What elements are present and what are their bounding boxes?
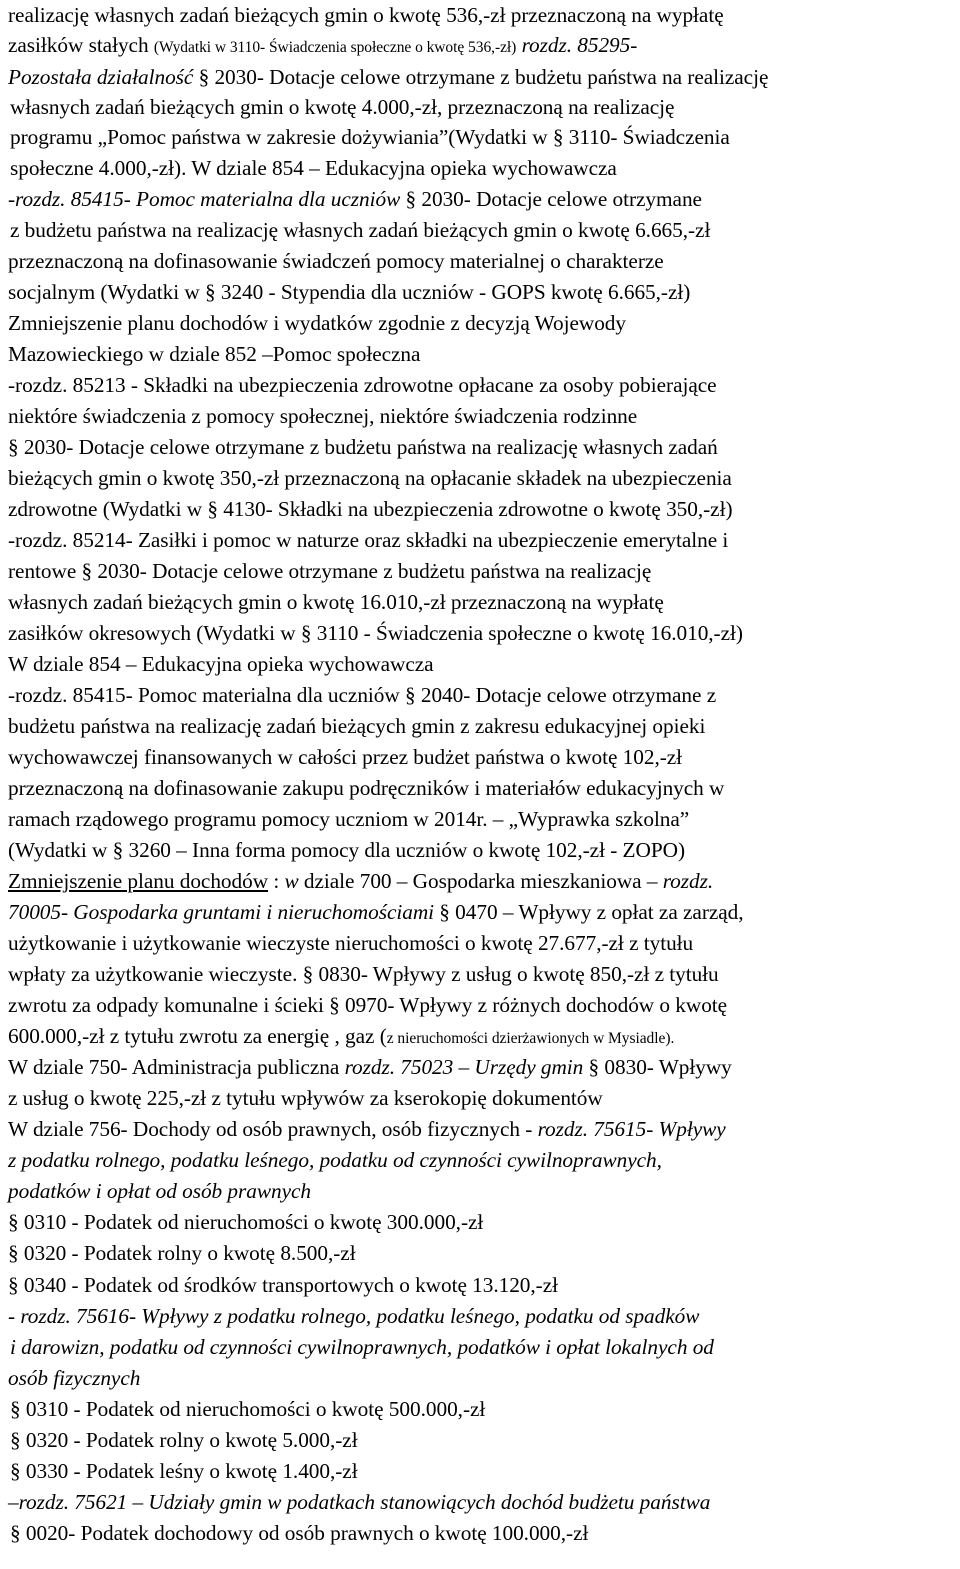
text-line xyxy=(8,1301,699,1331)
text-line xyxy=(8,1207,483,1237)
body-text: - xyxy=(8,187,16,211)
body-text: § 0310 - Podatek od nieruchomości o kwotę 500.000,-zł xyxy=(10,1397,486,1421)
text-line xyxy=(10,1425,358,1455)
italic-text: rozdz. xyxy=(662,869,714,893)
text-line xyxy=(10,1394,485,1424)
text-line xyxy=(8,0,724,30)
text-line xyxy=(8,959,719,989)
body-text: własnych zadań bieżących gmin o kwotę 4.000,-zł, przeznaczoną na realizację xyxy=(10,95,675,119)
text-line xyxy=(8,432,718,462)
italic-text: rozdz. 85295- xyxy=(521,33,638,57)
text-line xyxy=(8,649,434,679)
body-text: z budżetu państwa na realizację własnych zadań bieżących gmin o kwotę 6.665,-zł xyxy=(10,218,711,242)
italic-text: rozdz. 75615- Wpływy xyxy=(537,1117,726,1141)
text-line xyxy=(8,1487,710,1517)
body-text: W dziale 854 – Edukacyjna opieka wychowawcza xyxy=(8,652,434,676)
text-line xyxy=(8,1270,558,1300)
body-text: § 0330 - Podatek leśny o kwotę 1.400,-zł xyxy=(10,1459,358,1483)
body-text: zasiłków stałych xyxy=(8,33,154,57)
text-line xyxy=(8,742,682,772)
italic-text: rozdz. 75616- Wpływy z podatku rolnego, podatku leśnego, podatku od spadków xyxy=(20,1304,700,1328)
body-text: W dziale 756- Dochody od osób prawnych, osób fizycznych - xyxy=(8,1117,538,1141)
text-line xyxy=(10,153,617,183)
body-text: -rozdz. 85214- Zasiłki i pomoc w naturze oraz składki na ubezpieczenie emerytalne i xyxy=(8,528,729,552)
body-text: § 2030- Dotacje celowe otrzymane z budżetu państwa na realizację własnych zadań xyxy=(8,435,718,459)
body-text: ramach rządowego programu pomocy uczniom w 2014r. – „Wyprawka szkolna” xyxy=(8,807,690,831)
body-text: z usług o kwotę 225,-zł z tytułu wpływów za kserokopię dokumentów xyxy=(8,1086,603,1110)
text-line xyxy=(8,308,626,338)
text-line xyxy=(8,1363,140,1393)
body-text: zwrotu za odpady komunalne i ścieki § 0970- Wpływy z różnych dochodów o kwotę xyxy=(8,993,728,1017)
body-text: przeznaczoną na dofinasowanie zakupu podręczników i materiałów edukacyjnych w xyxy=(8,776,725,800)
body-text: § 0830- Wpływy xyxy=(583,1055,732,1079)
underlined-text: Zmniejszenie planu dochodów xyxy=(8,869,269,893)
text-line xyxy=(8,339,420,369)
body-text: realizację własnych zadań bieżących gmin o kwotę 536,-zł przeznaczoną na wypłatę xyxy=(8,3,724,27)
body-text: Zmniejszenie planu dochodów i wydatków zgodnie z decyzją Wojewody xyxy=(8,311,626,335)
text-line xyxy=(8,866,713,896)
body-text: rentowe § 2030- Dotacje celowe otrzymane z budżetu państwa na realizację xyxy=(8,559,652,583)
body-text: socjalnym (Wydatki w § 3240 - Stypendia dla uczniów - GOPS kwotę 6.665,-zł) xyxy=(8,280,691,304)
italic-text: rozdz. 75621 – Udziały gmin w podatkach stanowiących dochód budżetu państwa xyxy=(18,1490,711,1514)
italic-text: i darowizn, podatku od czynności cywilnoprawnych, podatków i opłat lokalnych od xyxy=(10,1335,714,1359)
text-line xyxy=(8,990,727,1020)
text-line xyxy=(8,246,664,276)
text-line xyxy=(8,1021,674,1054)
text-line xyxy=(8,370,717,400)
italic-text: Pozostała działalność xyxy=(8,65,194,89)
body-text: zdrowotne (Wydatki w § 4130- Składki na ubezpieczenia zdrowotne o kwotę 350,-zł) xyxy=(8,497,733,521)
text-line xyxy=(8,928,693,958)
italic-text: podatków i opłat od osób prawnych xyxy=(8,1179,312,1203)
body-text: - xyxy=(8,1304,21,1328)
body-text: (Wydatki w § 3260 – Inna forma pomocy dla uczniów o kwotę 102,-zł - ZOPO) xyxy=(8,838,685,862)
body-text: § 0320 - Podatek rolny o kwotę 8.500,-zł xyxy=(8,1241,356,1265)
body-text: bieżących gmin o kwotę 350,-zł przeznaczoną na opłacanie składek na ubezpieczenia xyxy=(8,466,732,490)
text-line xyxy=(8,30,637,63)
text-line xyxy=(8,494,733,524)
text-line xyxy=(8,62,768,92)
body-text: § 0340 - Podatek od środków transportowych o kwotę 13.120,-zł xyxy=(8,1273,558,1297)
italic-text: w xyxy=(284,869,299,893)
body-text: zasiłków okresowych (Wydatki w § 3110 - Świadczenia społeczne o kwotę 16.010,-zł) xyxy=(8,621,743,645)
body-text: § 0320 - Podatek rolny o kwotę 5.000,-zł xyxy=(10,1428,358,1452)
body-text: – xyxy=(8,1490,19,1514)
small-text: z nieruchomości dzierżawionych w Mysiadle). xyxy=(386,1030,675,1047)
text-line xyxy=(10,215,710,245)
body-text: W dziale 750- Administracja publiczna xyxy=(8,1055,345,1079)
small-text: (Wydatki w 3110- Świadczenia społeczne o kwotę 536,-zł) xyxy=(153,39,517,56)
body-text: dziale 700 – Gospodarka mieszkaniowa – xyxy=(298,869,663,893)
body-text: wpłaty za użytkowanie wieczyste. § 0830- Wpływy z usług o kwotę 850,-zł z tytułu xyxy=(8,962,719,986)
body-text: niektóre świadczenia z pomocy społecznej, niektóre świadczenia rodzinne xyxy=(8,404,638,428)
text-line xyxy=(10,122,730,152)
text-line xyxy=(10,1456,358,1486)
text-line xyxy=(8,1176,311,1206)
italic-text: rozdz. 85415- Pomoc materialna dla uczniów xyxy=(15,187,401,211)
italic-text: osób fizycznych xyxy=(8,1366,141,1390)
text-line xyxy=(8,525,728,555)
body-text: przeznaczoną na dofinasowanie świadczeń pomocy materialnej o charakterze xyxy=(8,249,664,273)
body-text: wychowawczej finansowanych w całości przez budżet państwa o kwotę 102,-zł xyxy=(8,745,683,769)
text-line xyxy=(8,184,702,214)
text-line xyxy=(10,92,674,122)
text-line xyxy=(8,680,716,710)
body-text: Mazowieckiego w dziale 852 –Pomoc społeczna xyxy=(8,342,421,366)
italic-text: z podatku rolnego, podatku leśnego, podatku od czynności cywilnoprawnych, xyxy=(8,1148,662,1172)
text-line xyxy=(8,463,732,493)
text-line xyxy=(8,835,685,865)
body-text: § 0020- Podatek dochodowy od osób prawnych o kwotę 100.000,-zł xyxy=(10,1521,589,1545)
text-line xyxy=(8,401,637,431)
text-line xyxy=(8,587,664,617)
text-line xyxy=(8,556,651,586)
body-text: -rozdz. 85213 - Składki na ubezpieczenia zdrowotne opłacane za osoby pobierające xyxy=(8,373,717,397)
text-line xyxy=(8,897,744,927)
body-text: programu „Pomoc państwa w zakresie dożywiania”(Wydatki w § 3110- Świadczenia xyxy=(10,125,730,149)
text-line xyxy=(8,1052,732,1082)
body-text: : xyxy=(268,869,285,893)
text-line xyxy=(10,1332,714,1362)
body-text: § 0470 – Wpływy z opłat za zarząd, xyxy=(434,900,744,924)
text-line xyxy=(8,1238,356,1268)
text-line xyxy=(8,618,743,648)
body-text: społeczne 4.000,-zł). W dziale 854 – Edukacyjna opieka wychowawcza xyxy=(10,156,617,180)
italic-text: 70005- Gospodarka gruntami i nieruchomościami xyxy=(8,900,435,924)
body-text: 600.000,-zł z tytułu zwrotu za energię , gaz ( xyxy=(8,1024,387,1048)
text-line xyxy=(8,773,724,803)
text-line xyxy=(8,1114,726,1144)
text-line xyxy=(8,277,690,307)
body-text: budżetu państwa na realizację zadań bieżących gmin z zakresu edukacyjnej opieki xyxy=(8,714,706,738)
body-text: § 2030- Dotacje celowe otrzymane z budżetu państwa na realizację xyxy=(193,65,769,89)
body-text: -rozdz. 85415- Pomoc materialna dla uczniów § 2040- Dotacje celowe otrzymane z xyxy=(8,683,717,707)
text-line xyxy=(8,711,705,741)
italic-text: rozdz. 75023 – Urzędy gmin xyxy=(344,1055,584,1079)
body-text: użytkowanie i użytkowanie wieczyste nieruchomości o kwotę 27.677,-zł z tytułu xyxy=(8,931,694,955)
text-line xyxy=(8,1083,603,1113)
body-text: własnych zadań bieżących gmin o kwotę 16.010,-zł przeznaczoną na wypłatę xyxy=(8,590,664,614)
text-line xyxy=(8,804,689,834)
body-text: § 0310 - Podatek od nieruchomości o kwotę 300.000,-zł xyxy=(8,1210,484,1234)
body-text: § 2030- Dotacje celowe otrzymane xyxy=(400,187,702,211)
text-line xyxy=(10,1518,588,1548)
text-line xyxy=(8,1145,662,1175)
